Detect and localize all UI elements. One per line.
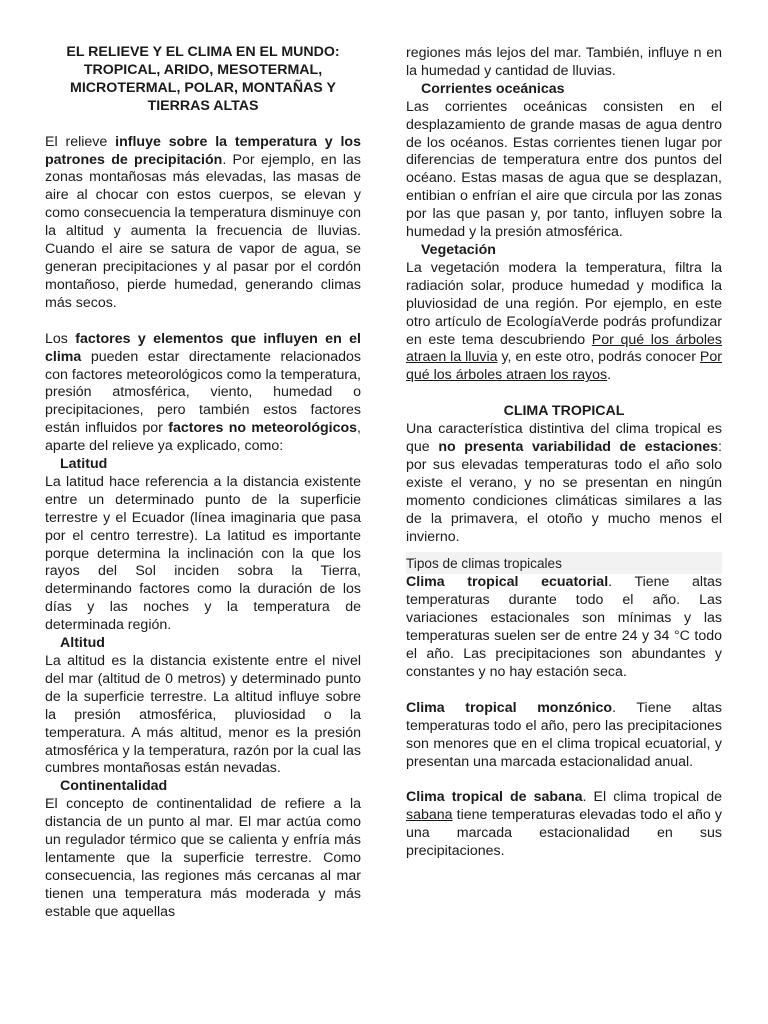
- sabana-paragraph: [406, 789, 722, 861]
- vegetacion-paragraph: [406, 260, 722, 385]
- tipos-heading: Tipos de climas tropicales: [406, 552, 722, 574]
- text-run: y, en este otro, podrás conocer: [497, 349, 700, 366]
- text-run: . Por ejemplo, en las zonas montañosas más elevadas, las masas de aire al chocar con estos cuerpos, se elevan y como consecuencia la temperatura disminuye con la altitud y aumenta la frecuencia de lluvias. Cuando el aire se satura de vapor de agua, se generan precipitaciones y al pasar por el cordón montañoso, pierde humedad, generando climas más secos.: [45, 151, 361, 311]
- clima-tropical-paragraph: [406, 421, 722, 546]
- text-run: . Tiene altas temperaturas durante todo el año. Las variaciones estacionales son mínimas y las temperaturas suelen ser de entre 24 y 34 °C todo el año. Las precipitaciones son abundantes y constantes y no hay estación seca.: [406, 574, 722, 680]
- lluvia-link[interactable]: Por qué los árboles atraen la lluvia: [406, 331, 723, 366]
- corrientes-paragraph: Las corrientes oceánicas consisten en el desplazamiento de grande masas de agua dentro de los océanos. Estas corrientes tienen lugar por diferencias de temperatura entre dos puntos del océano. Estas masas de agua que se desplazan, entibian o enfrían el aire que circula por las zonas por las que pasan y, por tanto, influyen sobre la humedad y la presión atmosférica.: [406, 98, 722, 241]
- rayos-link[interactable]: Por qué los árboles atraen los rayos: [406, 349, 722, 384]
- ecuatorial-paragraph: [406, 574, 722, 681]
- continentalidad-paragraph: El concepto de continentalidad de refiere a la distancia de un punto al mar. El mar actúa como un regulador térmico que se calienta y enfría más lentamente que la superficie terrestre. Como consecuencia, las regiones más cercanas al mar tienen una temperatura más moderada y más estable que aquellas: [45, 796, 361, 920]
- relieve-paragraph: [45, 134, 361, 313]
- clima-tropical-heading: CLIMA TROPICAL: [503, 403, 625, 420]
- sabana-link[interactable]: sabana: [406, 807, 453, 824]
- text-run: pueden estar directamente relacionados con factores meteorológicos como la temperatura, presión atmosférica, viento, humedad o precipitaciones, pero también estos factores están influidos por: [45, 348, 361, 437]
- corrientes-heading: Corrientes oceánicas: [421, 80, 565, 97]
- text-run: Una característica distintiva del clima tropical es que: [406, 421, 722, 456]
- altitud-heading: Altitud: [60, 635, 105, 652]
- left-column: [45, 0, 361, 922]
- text-run: , aparte del relieve ya explicado, como:: [45, 420, 361, 455]
- text-run: La vegetación modera la temperatura, filtra la radiación solar, produce humedad y modifica la pluviosidad de una región. Por ejemplo, en este otro artículo de EcologíaVerde podrás profundizar en este tema descubriendo: [406, 259, 722, 348]
- text-run: : por sus elevadas temperaturas todo el año solo existe el verano, y no se presentan en ningún momento condiciones climáticas similares a las de la primavera, el otoño y mucho menos el invierno.: [406, 439, 722, 545]
- bold-run: factores no meteorológicos: [168, 420, 358, 437]
- bold-run: Clima tropical de sabana: [406, 789, 583, 806]
- bold-run: Clima tropical ecuatorial: [406, 574, 609, 591]
- monzonico-paragraph: [406, 700, 722, 772]
- factores-paragraph: [45, 331, 361, 456]
- continentalidad-heading: Continentalidad: [60, 778, 168, 795]
- bold-run: no presenta variabilidad de estaciones: [438, 439, 719, 456]
- bold-run: factores y elementos que influyen en el clima: [45, 330, 361, 365]
- vegetacion-heading: Vegetación: [421, 241, 496, 258]
- continentalidad-continued: regiones más lejos del mar. También, influye n en la humedad y cantidad de lluvias.: [406, 45, 722, 79]
- latitud-paragraph: La latitud hace referencia a la distancia existente entre un determinado punto de la superficie terrestre y el Ecuador (línea imaginaria que pasa por el centro terrestre). La latitud es importante porque determina la inclinación con la que los rayos del Sol inciden sobra la Tierra, determinando factores como la duración de los días y las noches y la temperatura de determinada región.: [45, 473, 361, 634]
- document-title: EL RELIEVE Y EL CLIMA EN EL MUNDO: TROPICAL, ARIDO, MESOTERMAL, MICROTERMAL, POLAR, MONTAÑAS Y TIERRAS ALTAS: [66, 44, 340, 114]
- latitud-heading: Latitud: [60, 456, 108, 473]
- text-run: . El clima tropical de: [582, 789, 723, 806]
- altitud-paragraph: La altitud es la distancia existente entre el nivel del mar (altitud de 0 metros) y determinado punto de la superficie terrestre. La altitud influye sobre la presión atmosférica, pluviosidad o la temperatura. A más altitud, menor es la presión atmosférica y la temperatura, razón por la cual las cumbres montañosas están nevadas.: [45, 653, 361, 777]
- text-run: . Tiene altas temperaturas todo el año, pero las precipitaciones son menores que en el clima tropical ecuatorial, y presentan una marcada estacionalidad anual.: [406, 699, 723, 770]
- right-column: [406, 45, 722, 861]
- text-run: Los: [45, 330, 76, 347]
- bold-run: influye sobre la temperatura y los patrones de precipitación: [45, 133, 361, 168]
- text-run: .: [607, 367, 612, 384]
- text-run: tiene temperaturas elevadas todo el año y una marcada estacionalidad en sus precipitaciones.: [406, 807, 722, 860]
- bold-run: Clima tropical monzónico: [406, 699, 613, 716]
- text-run: El relieve: [45, 133, 116, 150]
